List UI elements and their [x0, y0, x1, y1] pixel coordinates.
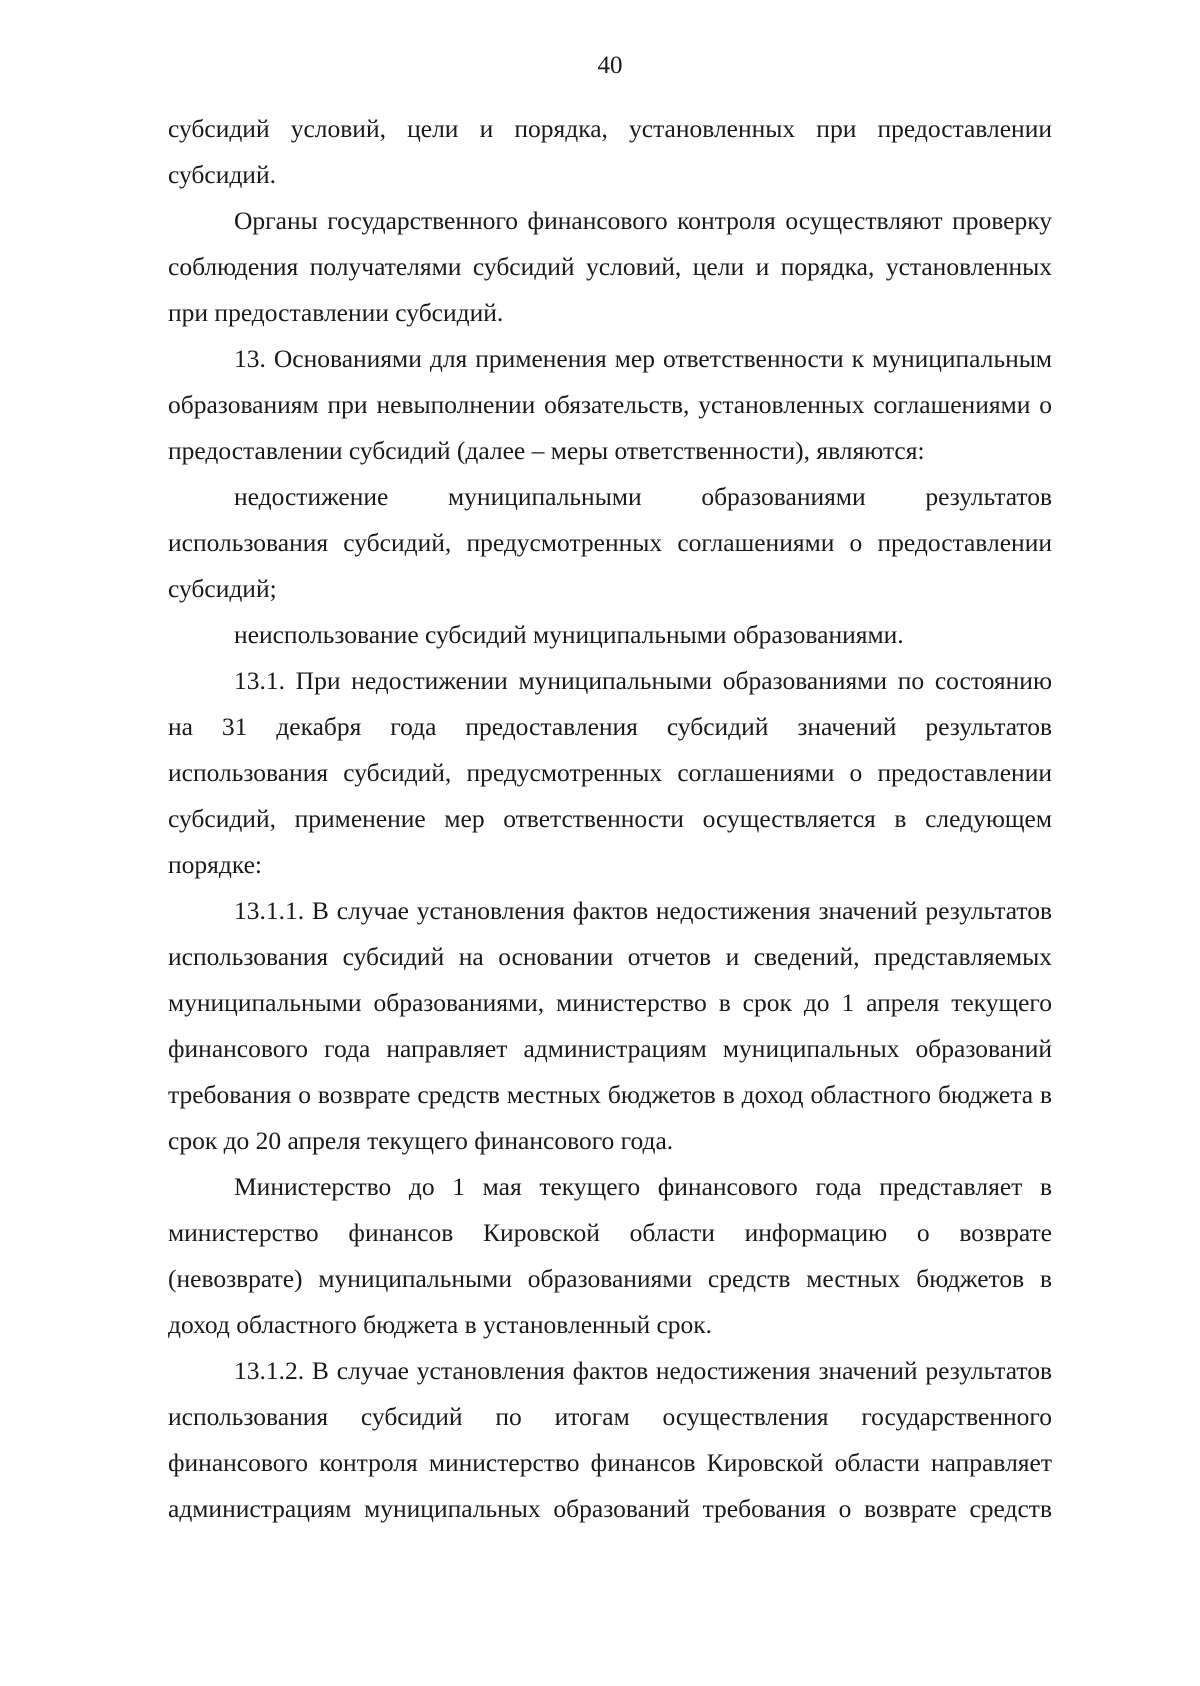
paragraph-2: Органы государственного финансового контроля осуществляют проверку соблюдения получателями субсидий условий, цели и порядка, установленных при предоставлении субсидий. [168, 206, 1052, 327]
paragraph-1: субсидий условий, цели и порядка, установленных при предоставлении субсидий. [168, 114, 1052, 189]
paragraph-5: неиспользование субсидий муниципальными образованиями. [234, 620, 904, 649]
document-body [168, 106, 1052, 1532]
paragraph-3: 13. Основаниями для применения мер ответственности к муниципальным образованиям при невыполнении обязательств, установленных соглашениями о предоставлении субсидий (далее – меры ответственности), являются: [168, 344, 1052, 465]
paragraph-6: 13.1. При недостижении муниципальными образованиями по состоянию на 31 декабря года предоставления субсидий значений результатов использования субсидий, предусмотренных соглашениями о предоставлении субсидий, применение мер ответственности осуществляется в следующем порядке: [168, 666, 1052, 879]
paragraph-4: недостижение муниципальными образованиями результатов использования субсидий, предусмотренных соглашениями о предоставлении субсидий; [168, 482, 1052, 603]
paragraph-7: 13.1.1. В случае установления фактов недостижения значений результатов использования субсидий на основании отчетов и сведений, представляемых муниципальными образованиями, министерство в срок до 1 апреля текущего финансового года направляет администрациям муниципальных образований требования о возврате средств местных бюджетов в доход областного бюджета в срок до 20 апреля текущего финансового года. [168, 896, 1052, 1155]
paragraph-9: 13.1.2. В случае установления фактов недостижения значений результатов использования субсидий по итогам осуществления государственного финансового контроля министерство финансов Кировской области направляет администрациям муниципальных образований требования о возврате средств [168, 1356, 1052, 1523]
page-number: 40 [597, 52, 623, 79]
paragraph-8: Министерство до 1 мая текущего финансового года представляет в министерство финансов Кировской области информацию о возврате (невозврате) муниципальными образованиями средств местных бюджетов в доход областного бюджета в установленный срок. [168, 1172, 1052, 1339]
